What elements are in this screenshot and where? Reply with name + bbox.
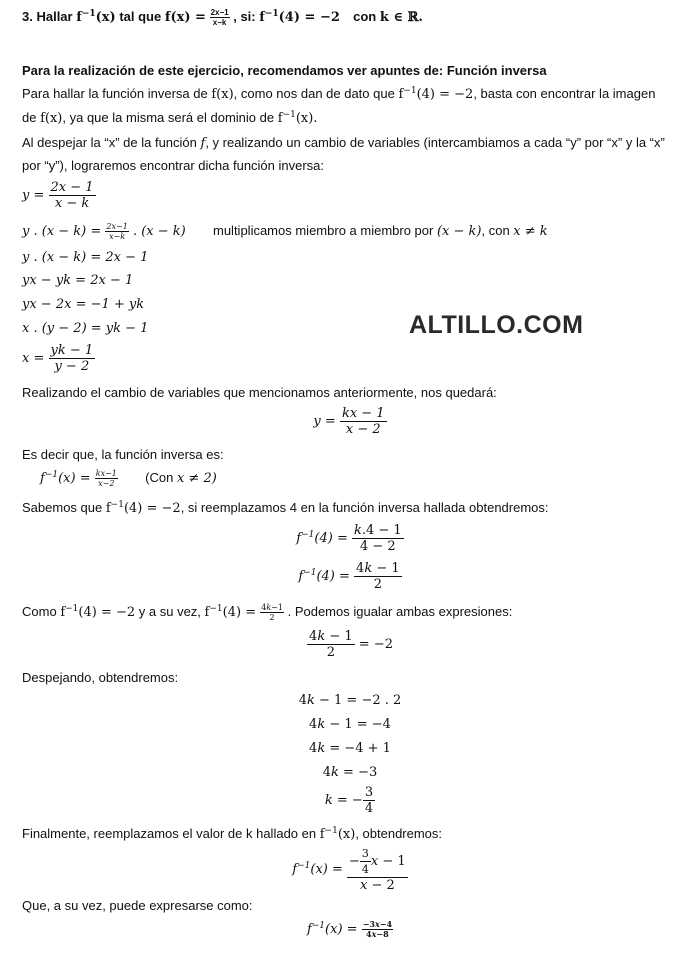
si-text: , si: [233,8,256,24]
equation-y: y = $\frac{2x - 1}{x - k}$ [22,180,94,211]
hallar-text: Hallar [36,8,73,24]
k-step-4: 4k = −3 [322,765,378,780]
paragraph-2-line-2: por “y”), lograremos encontrar dicha función inversa: [22,158,325,173]
k-real-condition: k ∈ ℝ. [379,9,423,25]
paragraph-1-line-1: Para hallar la función inversa de f(x), como nos dan de dato que $f^{-1}(4) = -2$, basta con encontrar la imagen [22,86,656,102]
k-step-3: 4k = −4 + 1 [309,741,391,756]
equation-equal-expressions: $\frac{4k - 1}{2}$ = −2 [309,629,393,660]
con-text: con [353,8,377,24]
equation-x: x = $\frac{yk - 1}{y - 2}$ [22,343,94,374]
es-decir-text: Es decir que, la función inversa es: [22,447,224,462]
paragraph-2-line-1: Al despejar la “x” de la función f, y realizando un cambio de variables (intercambiamos a cada “y” por “x” y la “x” [22,135,665,151]
equation-step-1: y . (x − k) = 2x − 1 [22,250,149,265]
k-step-1: 4k − 1 = −2 . 2 [298,693,402,708]
equation-inverse-centered: y = $\frac{kx - 1}{x - 2}$ [313,406,385,437]
equation-final-substitution: $f^{-1}(x)$ = − $\frac{3}{4}$ x − 1 x − 2 [292,847,406,893]
exercise-number: 3. [22,8,33,24]
k-step-2: 4k − 1 = −4 [309,717,391,732]
change-variables-text: Realizando el cambio de variables que mencionamos anteriormente, nos quedará: [22,385,497,400]
altillo-watermark: ALTILLO.COM [409,311,584,339]
equation-final-result: $f^{-1}(x)$ = $\frac{-3x-4}{4x-8}$ [306,919,393,939]
equation-f4-simplified: $f^{-1}(4)$ = $\frac{4k - 1}{2}$ [298,561,400,592]
como-text: Como $f^{-1}(4) = -2$ y a su vez, $f^{-1}(4)$ = $\frac{4k-1}{2}$ . Podemos igualar ambas expresiones: [22,603,513,622]
equation-step-4: x . (y − 2) = yk − 1 [22,321,149,336]
equation-step-2: yx − yk = 2x − 1 [22,273,134,288]
equation-step-3: yx − 2x = −1 + yk [22,297,145,312]
k-result: k = − $\frac{3}{4}$ [324,785,374,816]
inverse-function: $f^{-1}(x)$ = $\frac{kx-1}{x-2}$ (Con x ≠ 2) [40,469,217,488]
sabemos-text: Sabemos que $f^{-1}(4) = -2$, si reemplazamos 4 en la función inversa hallada obtendremos: [22,500,549,516]
finalmente-text: Finalmente, reemplazamos el valor de k hallado en $f^{-1}(x)$, obtendremos: [22,826,443,842]
equation-multiply: y . (x − k) = $\frac{2x-1}{x-k}$ . (x − k) multiplicamos miembro a miembro por (x − k), con x ≠ k [22,222,548,241]
section-heading: Para la realización de este ejercicio, recomendamos ver apuntes de: Función inversa [22,63,547,78]
despejando-text: Despejando, obtendremos: [22,670,179,685]
que-a-su-vez-text: Que, a su vez, puede expresarse como: [22,898,253,913]
exercise-statement: 3. Hallar $f^{-1}(x)$ tal que f(x) = $\frac{2x-1}{x-k}$ , si: $f^{-1}(4) = -2$ con k ∈ ℝ. [22,8,423,27]
paragraph-1-line-2: de f(x), ya que la misma será el dominio de $f^{-1}(x)$. [22,110,318,126]
tal-que-text: tal que [119,8,162,24]
equation-f4-substitution: $f^{-1}(4)$ = $\frac{k.4 - 1}{4 - 2}$ [296,523,402,554]
